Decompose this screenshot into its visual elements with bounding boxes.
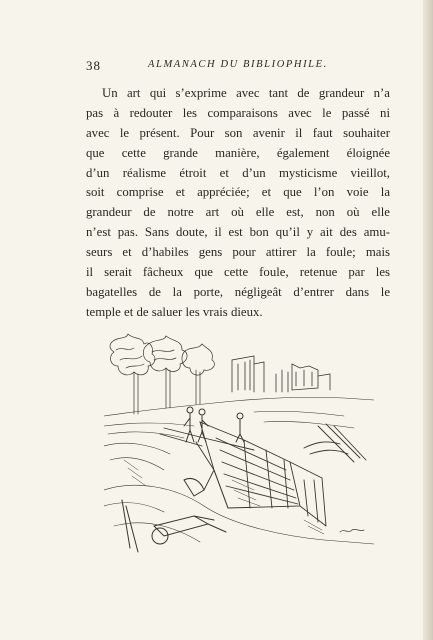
text-line: n’est pas. Sans doute, il est bon qu’il y ait des amu- <box>86 225 390 240</box>
artist-mark <box>340 529 364 532</box>
engraving-illustration <box>104 330 374 565</box>
page-number: 38 <box>86 58 101 73</box>
running-title: ALMANACH DU BIBLIOPHILE. <box>148 59 328 70</box>
text-line: pas à redouter les comparaisons avec le passé ni <box>86 105 390 120</box>
distant-ruins <box>232 356 330 392</box>
text-line: que cette grande manière, également éloignée <box>86 145 390 160</box>
page-header <box>86 58 391 74</box>
text-line: grandeur de notre art où elle est, non où elle <box>86 205 390 220</box>
text-line: seurs et d’habiles gens pour attirer la foule; mais <box>86 245 390 260</box>
page-edge <box>423 0 433 640</box>
text-line: bagatelles de la porte, négligeât d’entrer dans le <box>86 284 390 299</box>
wheelbarrow <box>122 478 226 552</box>
text-line: Un art qui s’exprime avec tant de grandeur n’a <box>102 86 390 100</box>
trees <box>110 334 214 414</box>
text-line: soit comprise et appréciée; et que l’on voie la <box>86 185 390 200</box>
text-line: temple et de saluer les vrais dieux. <box>86 304 263 319</box>
text-line: avec le présent. Pour son avenir il faut souhaiter <box>86 125 390 140</box>
text-line: il serait fâcheux que cette foule, retenue par les <box>86 265 390 280</box>
text-line: d’un réalisme étroit et d’un mysticisme vieillot, <box>86 165 390 180</box>
body-paragraph <box>86 84 390 323</box>
trench-shoring <box>160 422 366 526</box>
